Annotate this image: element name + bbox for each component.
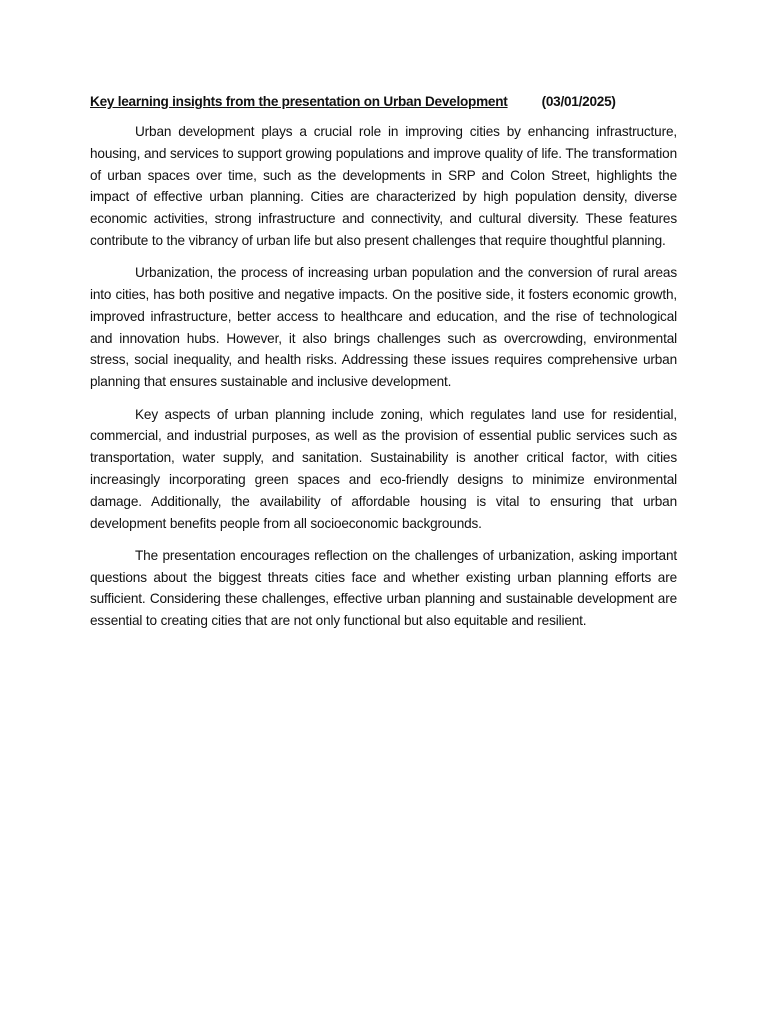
paragraph-urban-planning: Key aspects of urban planning include zoning, which regulates land use for residential, commercial, and industrial purposes, as well as the provision of essential public services such as transportation, water supply, and sanitation. Sustainability is another critical factor, with cities increasingly incorporating green spaces and eco-friendly designs to minimize environmental damage. Additionally, the availability of affordable housing is vital to ensuring that urban development benefits people from all socioeconomic backgrounds. (90, 406, 677, 531)
paragraph-urbanization: Urbanization, the process of increasing urban population and the conversion of rural areas into cities, has both positive and negative impacts. On the positive side, it fosters economic growth, improved infrastructure, better access to healthcare and education, and the rise of technological and innovation hubs. However, it also brings challenges such as overcrowding, environmental stress, social inequality, and health risks. Addressing these issues requires comprehensive urban planning that ensures sustainable and inclusive development. (90, 265, 677, 390)
document-date: (03/01/2025) (541, 94, 616, 109)
document-heading (90, 92, 677, 112)
document-body (90, 92, 677, 643)
paragraph-reflection: The presentation encourages reflection on the challenges of urbanization, asking important questions about the biggest threats cities face and whether existing urban planning efforts are sufficient. Considering these challenges, effective urban planning and sustainable development are essential to creating cities that are not only functional but also equitable and resilient. (90, 547, 677, 629)
paragraph-urban-development: Urban development plays a crucial role in improving cities by enhancing infrastructure, housing, and services to support growing populations and improve quality of life. The transformation of urban spaces over time, such as the developments in SRP and Colon Street, highlights the impact of effective urban planning. Cities are characterized by high population density, diverse economic activities, strong infrastructure and connectivity, and cultural diversity. These features contribute to the vibrancy of urban life but also present challenges that require thoughtful planning. (90, 124, 677, 248)
document-title: Key learning insights from the presentation on Urban Development (90, 94, 508, 109)
